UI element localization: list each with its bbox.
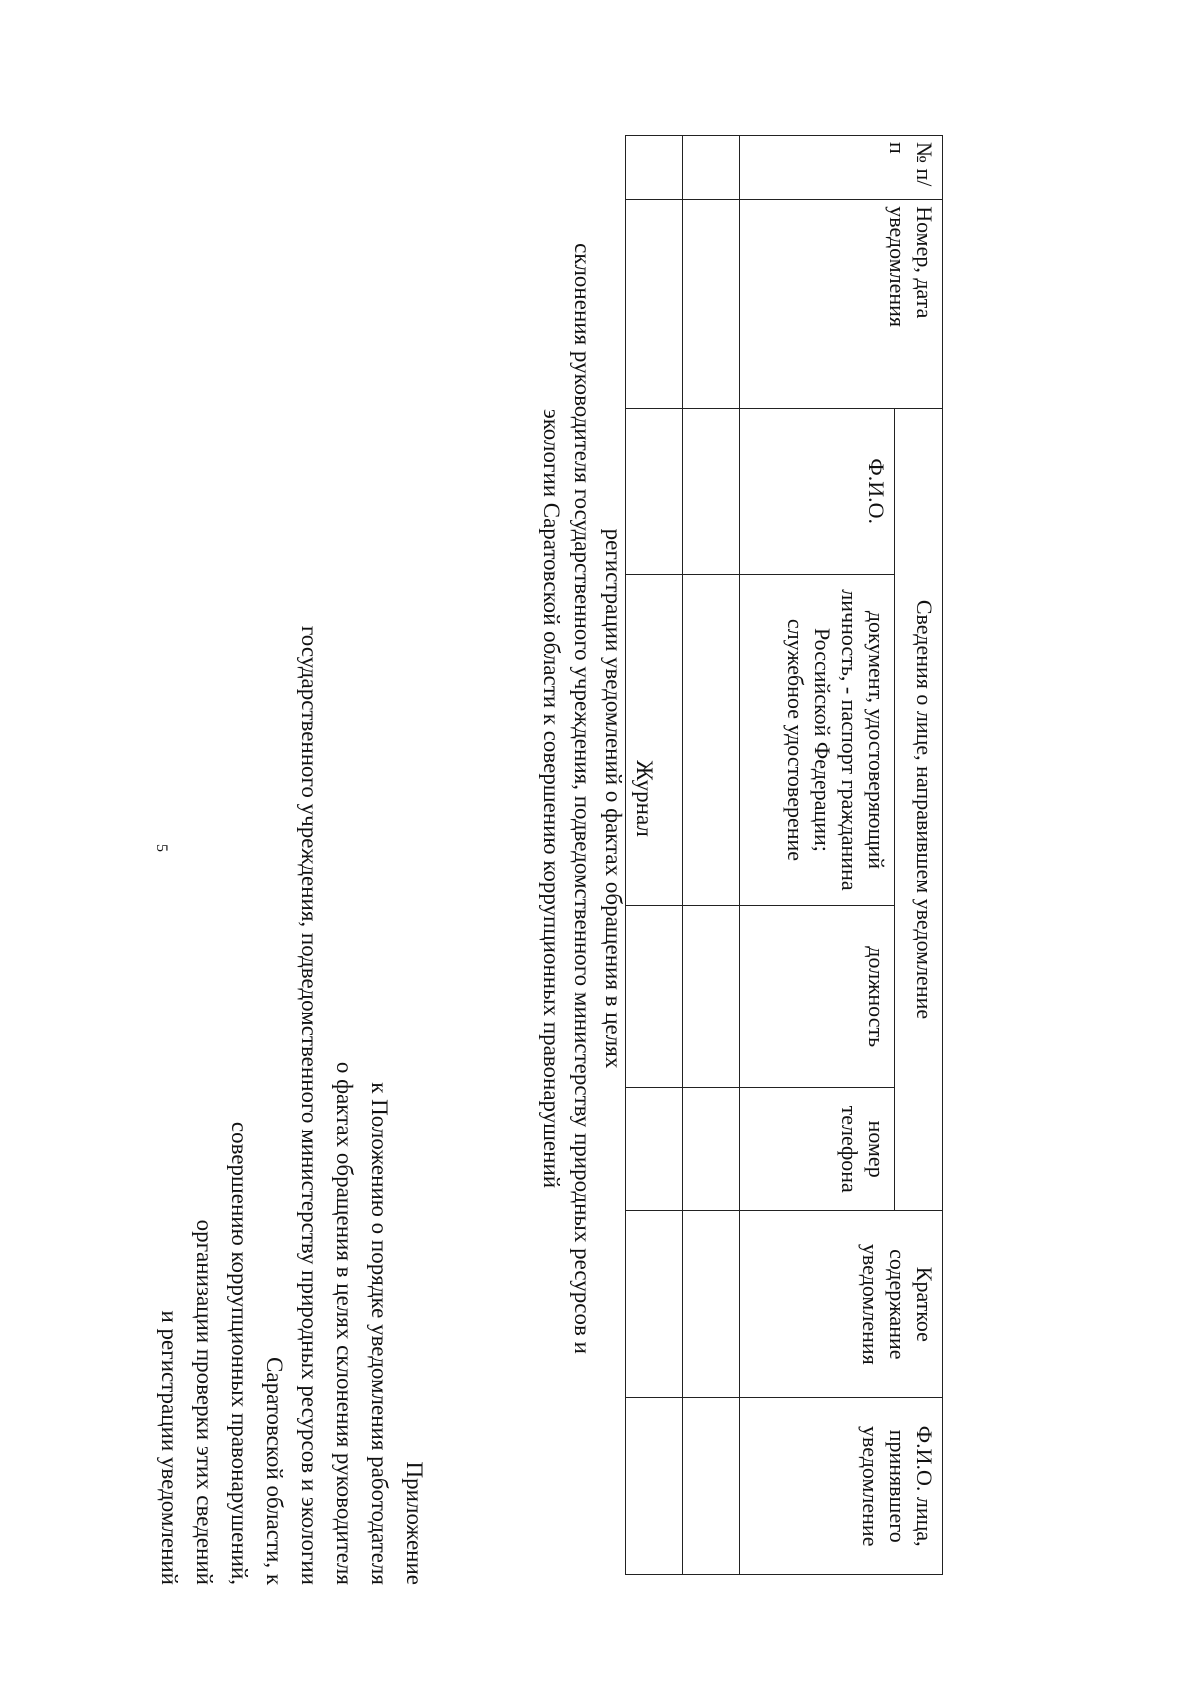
table-cell[interactable] bbox=[626, 1088, 683, 1211]
table-cell[interactable] bbox=[626, 1211, 683, 1398]
table-cell[interactable] bbox=[626, 200, 683, 409]
table-cell[interactable] bbox=[683, 1211, 740, 1398]
header-number-date: Номер, дата уведомления bbox=[740, 200, 943, 409]
table-cell[interactable] bbox=[683, 200, 740, 409]
table-cell[interactable] bbox=[626, 906, 683, 1088]
header-document: документ, удостоверяющий личность, - паспорт гражданина Российской Федерации; служебное удостоверение bbox=[740, 574, 895, 906]
header-summary: Краткое содержание уведомления bbox=[740, 1211, 943, 1398]
header-position: должность bbox=[740, 906, 895, 1088]
appendix-line: государственного учреждения, подведомственного министерству природных ресурсов и экологии bbox=[297, 625, 322, 1585]
journal-subtitle-line: экологии Саратовской области к совершению коррупционных правонарушений bbox=[539, 408, 564, 1189]
table-cell[interactable] bbox=[683, 408, 740, 574]
appendix-line: к Положению о порядке уведомления работодателя bbox=[367, 1082, 392, 1585]
table-row bbox=[683, 136, 740, 1575]
table-row bbox=[626, 136, 683, 1575]
header-num: № п/п bbox=[740, 136, 943, 200]
table-cell[interactable] bbox=[626, 136, 683, 200]
appendix-line: о фактах обращения в целях склонения руководителя bbox=[332, 1061, 357, 1585]
table-cell[interactable] bbox=[683, 136, 740, 200]
header-fio: Ф.И.О. bbox=[740, 408, 895, 574]
table-cell[interactable] bbox=[626, 574, 683, 906]
table-cell[interactable] bbox=[683, 1088, 740, 1211]
header-phone: номер телефона bbox=[740, 1088, 895, 1211]
page-number: 5 bbox=[153, 844, 170, 852]
header-receiver: Ф.И.О. лица, принявшего уведомление bbox=[740, 1398, 943, 1575]
table-cell[interactable] bbox=[683, 906, 740, 1088]
journal-title: Журнал bbox=[632, 760, 657, 837]
table-header-row bbox=[895, 136, 943, 1575]
header-person-group: Сведения о лице, направившем уведомление bbox=[895, 408, 943, 1210]
appendix-line: и регистрации уведомлений bbox=[157, 1310, 182, 1585]
appendix-line: совершению коррупционных правонарушений, bbox=[227, 1121, 252, 1585]
table-cell[interactable] bbox=[626, 1398, 683, 1575]
appendix-line: Приложение bbox=[402, 1461, 427, 1585]
table-cell[interactable] bbox=[683, 1398, 740, 1575]
registration-table bbox=[625, 135, 943, 1575]
appendix-line: организации проверки этих сведений bbox=[192, 1219, 217, 1585]
journal-subtitle-line: регистрации уведомлений о фактах обращения в целях bbox=[601, 528, 626, 1069]
journal-subtitle-line: склонения руководителя государственного учреждения, подведомственного министерству природных ресурсов и bbox=[570, 243, 595, 1354]
table-cell[interactable] bbox=[626, 408, 683, 574]
appendix-header bbox=[152, 180, 432, 1585]
appendix-line: Саратовской области, к bbox=[262, 1357, 287, 1585]
table-cell[interactable] bbox=[683, 574, 740, 906]
